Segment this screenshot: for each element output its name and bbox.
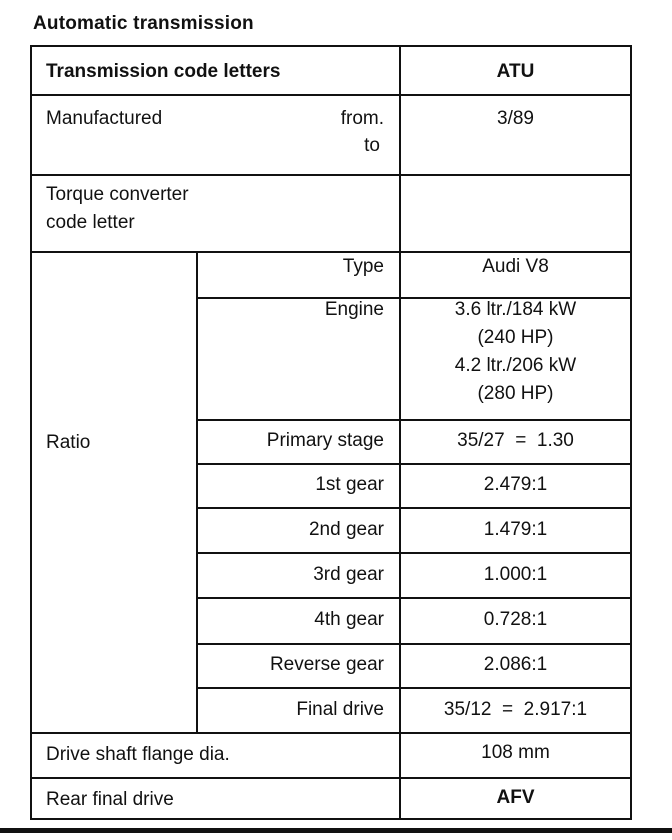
ratio-label: Ratio [46,432,91,453]
row-divider [196,419,630,421]
third-gear-value: 1.000:1 [483,564,548,585]
type-label: Type [342,256,384,277]
row-divider [32,251,630,253]
engine-line: (280 HP) [477,383,554,404]
page-bottom-rule [0,828,672,833]
engine-line: (240 HP) [477,327,554,348]
first-gear-value: 2.479:1 [483,474,548,495]
engine-label: Engine [324,299,384,320]
rear-final-drive-label: Rear final drive [46,789,174,810]
row-divider [196,687,630,689]
fourth-gear-value: 0.728:1 [483,609,548,630]
drive-shaft-label: Drive shaft flange dia. [46,744,230,765]
engine-line: 4.2 ltr./206 kW [454,355,577,376]
manufactured-label: Manufactured [46,108,163,129]
row-divider [196,643,630,645]
transmission-table [30,45,632,820]
reverse-gear-value: 2.086:1 [483,654,548,675]
final-drive-label: Final drive [296,699,384,720]
primary-stage-label: Primary stage [266,430,384,451]
row-divider [32,777,630,779]
torque-converter-label-line1: Torque converter [46,184,189,205]
manufactured-to-label: to [364,135,380,156]
second-gear-label: 2nd gear [308,519,384,540]
type-value: Audi V8 [482,256,549,277]
torque-converter-label-line2: code letter [46,212,135,233]
third-gear-label: 3rd gear [313,564,384,585]
reverse-gear-label: Reverse gear [269,654,384,675]
final-drive-value: 35/12 = 2.917:1 [443,699,588,720]
section-title: Automatic transmission [33,13,254,34]
drive-shaft-value: 108 mm [481,742,550,763]
row-divider [196,463,630,465]
header-value: ATU [496,61,535,82]
engine-line: 3.6 ltr./184 kW [454,299,577,320]
row-divider [196,507,630,509]
primary-stage-value: 35/27 = 1.30 [457,430,574,451]
manufactured-from-label: from. [340,108,384,129]
row-divider [32,732,630,734]
row-divider [32,174,630,176]
fourth-gear-label: 4th gear [314,609,384,630]
row-divider [196,552,630,554]
rear-final-drive-value: AFV [496,787,535,808]
header-label: Transmission code letters [46,61,281,82]
row-divider [196,597,630,599]
second-gear-value: 1.479:1 [483,519,548,540]
manufactured-value: 3/89 [497,108,534,129]
first-gear-label: 1st gear [315,474,384,495]
row-divider [32,94,630,96]
